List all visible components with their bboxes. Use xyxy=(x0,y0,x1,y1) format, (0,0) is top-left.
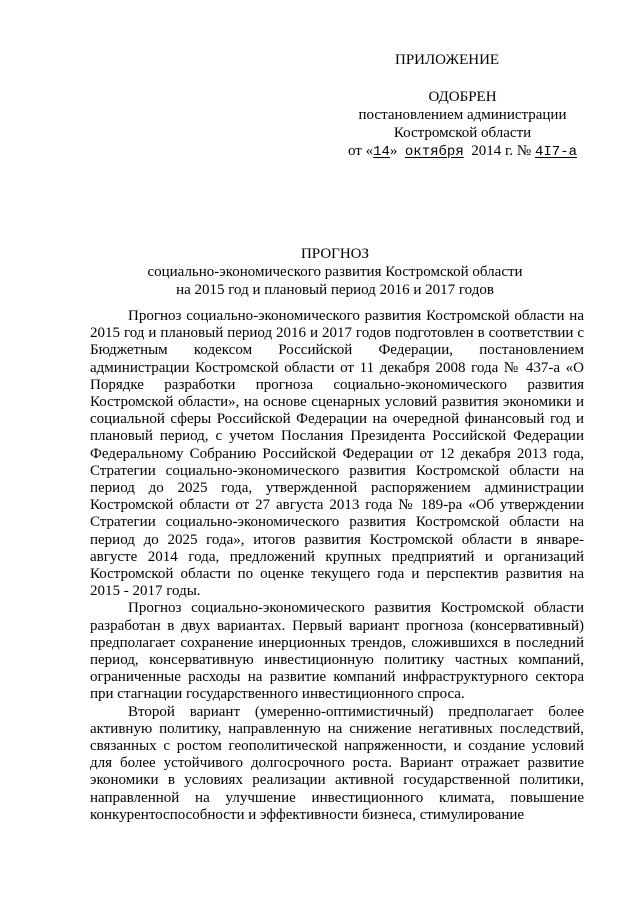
paragraph: Прогноз социально-экономического развития Костромской области на 2015 год и плановый период 2016 и 2017 годов подготовлен в соответствии с Бюджетным кодексом Российской Федерации, постановлением администрации Костромской области от 11 декабря 2008 года № 437-а «О Порядке разработки прогноза социально-экономического развития Костромской области», на основе сценарных условий развития экономики и социальной сферы Российской Федерации на очередной финансовый год и плановый период, с учетом Послания Президента Российской Федерации Федеральному Собранию Российской Федерации от 12 декабря 2013 года, Стратегии социально-экономического развития Костромской области на период до 2025 года, утвержденной распоряжением администрации Костромской области от 27 августа 2013 года № 189-ра «Об утверждении Стратегии социально-экономического развития Костромской области на период до 2025 года», итогов развития Костромской области в январе-августе 2014 года, предложений крупных предприятий и организаций Костромской области по оценке текущего года и перспектив развития на 2015 - 2017 годы. xyxy=(90,308,584,600)
decree-date-line xyxy=(330,142,595,161)
appendix-label: ПРИЛОЖЕНИЕ xyxy=(395,52,500,68)
paragraph: Прогноз социально-экономического развития Костромской области разработан в двух вариантах. Первый вариант прогноза (консервативный) предполагает сохранение инерционных трендов, сложившихся в последний период, консервативную инвестиционную политику частных компаний, ограниченные расходы на развитие компаний инфраструктурного сектора при стагнации государственного инвестиционного спроса. xyxy=(90,600,584,703)
date-day: 14 xyxy=(373,144,390,160)
doc-number: 4I7-а xyxy=(535,144,578,160)
title-line-2: социально-экономического развития Костромской области xyxy=(147,264,523,280)
decree-line-2: Костромской области xyxy=(393,125,532,141)
date-prefix: от « xyxy=(347,143,374,159)
title-line-3: на 2015 год и плановый период 2016 и 2017 годов xyxy=(176,282,494,298)
date-year: 2014 г. № xyxy=(471,143,532,159)
approved-label: ОДОБРЕН xyxy=(428,89,497,105)
date-mid: » xyxy=(389,143,398,159)
approval-block xyxy=(330,88,595,161)
document-body xyxy=(90,308,584,824)
document-title xyxy=(100,245,570,299)
paragraph: Второй вариант (умеренно-оптимистичный) предполагает более активную политику, направленную на снижение негативных последствий, связанных с ростом геополитической напряженности, и создание условий для более устойчивого долгосрочного роста. Вариант отражает развитие экономики в условиях реализации активной государственной политики, направленной на улучшение инвестиционного климата, повышение конкурентоспособности и эффективности бизнеса, стимулирование xyxy=(90,703,584,823)
title-main: ПРОГНОЗ xyxy=(300,246,370,262)
date-month: октября xyxy=(404,144,464,160)
decree-line-1: постановлением администрации xyxy=(358,107,567,123)
